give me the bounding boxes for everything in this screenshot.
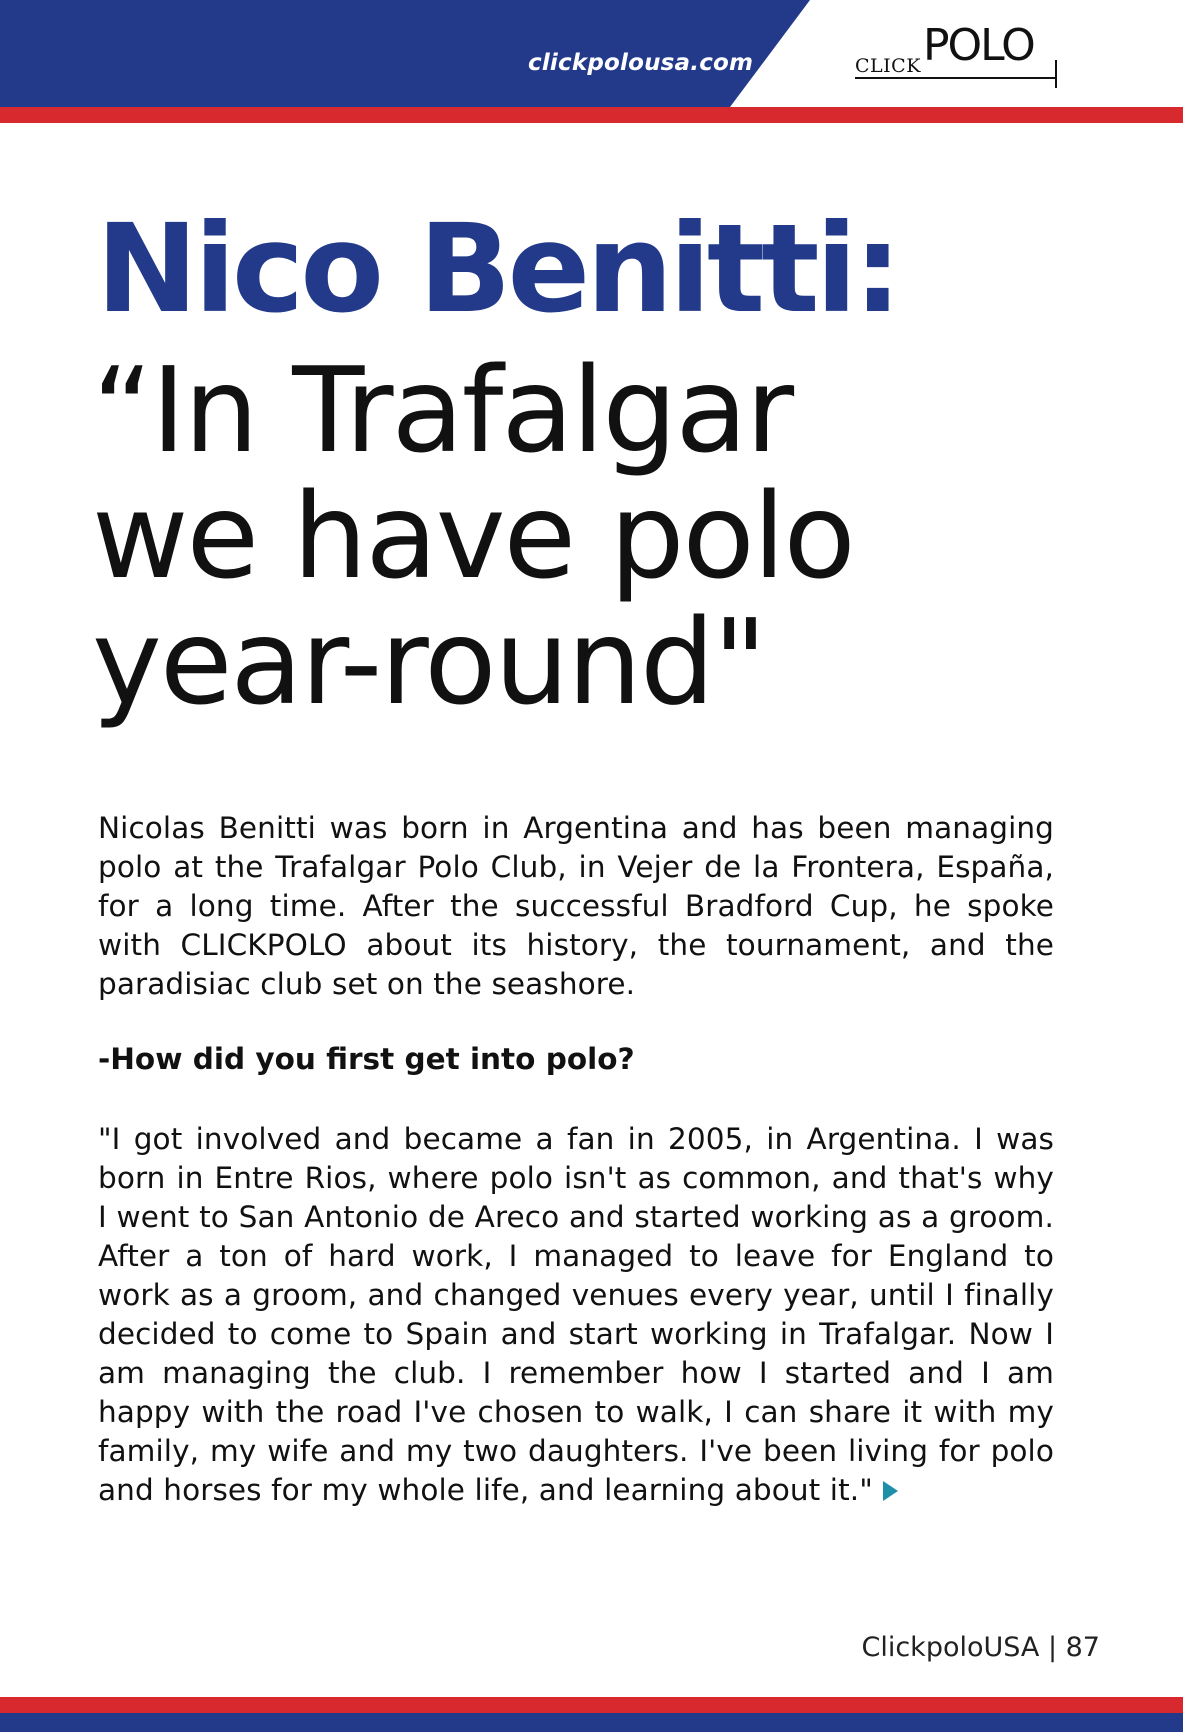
- article-title-quote: [92, 341, 1092, 731]
- header-red-stripe: [0, 107, 1183, 123]
- logo-underline: [855, 77, 1057, 79]
- title-quote-line: year-round": [92, 593, 766, 731]
- title-quote-line: we have polo: [92, 467, 854, 605]
- answer-paragraph: [98, 1120, 1054, 1510]
- article-title-name: Nico Benitti:: [96, 198, 899, 340]
- site-url[interactable]: clickpolousa.com: [528, 50, 754, 76]
- title-quote-line: “In Trafalgar: [92, 341, 793, 479]
- page-footer: ClickpoloUSA | 87: [861, 1632, 1100, 1663]
- footer-red-stripe: [0, 1697, 1183, 1713]
- logo-polo-text: POLO: [923, 20, 1034, 71]
- logo-tick: [1055, 60, 1057, 88]
- intro-paragraph: Nicolas Benitti was born in Argentina and has been managing polo at the Trafalgar Polo Club, in Vejer de la Frontera, España, for a long time. After the successful Bradford Cup, he spoke with CLICKPOLO about its history, the tournament, and the paradisiac club set on the seashore.: [98, 811, 1054, 1001]
- logo-click-text: CLICK: [855, 55, 921, 77]
- interview-question: -How did you first get into polo?: [98, 1042, 635, 1076]
- clickpolo-logo: [855, 20, 1075, 94]
- play-triangle-icon: [883, 1481, 898, 1501]
- footer-blue-stripe: [0, 1713, 1183, 1732]
- answer-text: "I got involved and became a fan in 2005, in Argentina. I was born in Entre Rios, where polo isn't as common, and that's why I went to San Antonio de Areco and started working as a groom. After a ton of hard work, I managed to leave for England to work as a groom, and changed venues every year, until I finally decided to come to Spain and start working in Trafalgar. Now I am managing the club. I remember how I started and I am happy with the road I've chosen to walk, I can share it with my family, my wife and my two daughters. I've been living for polo and horses for my whole life, and learning about it.": [98, 1122, 1054, 1507]
